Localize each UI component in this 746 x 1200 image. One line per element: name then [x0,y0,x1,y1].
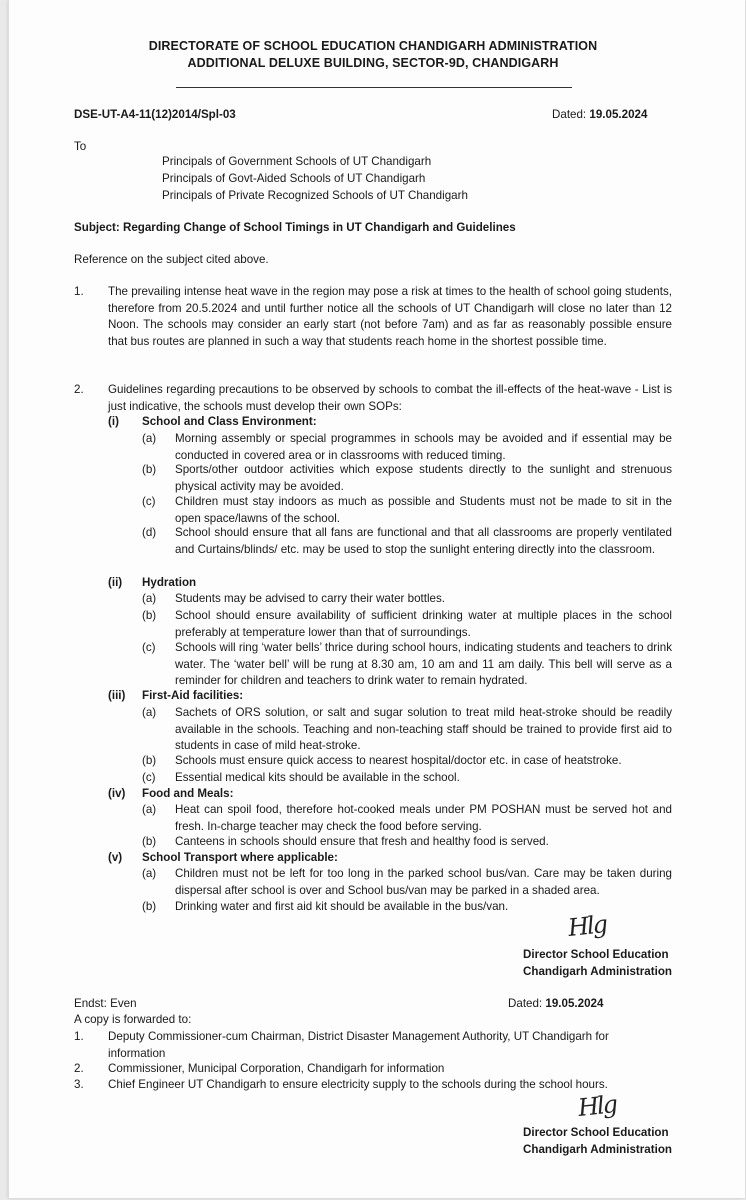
item-label: (d) [142,526,157,539]
item-text: Morning assembly or special programmes in schools may be avoided and if essential may be conducted in covered area or in classrooms with reduced timing. [175,432,672,462]
item-label: (a) [142,706,157,719]
section-iii-number: (iii) [108,689,126,702]
section-v-number: (v) [108,851,123,864]
item-label: (c) [142,641,156,654]
section-i-number: (i) [108,415,119,428]
item-label: (a) [142,803,157,816]
point-1-text: The prevailing intense heat wave in the region may pose a risk at times to the health of school going students, therefore from 20.5.2024 and until further notice all the schools of UT Chandigarh will close no later than 12 Noon. The schools may consider an early start (not before 7am) and as far as reasonably possible ensure that bus routes are planned in such a way that students reach home in the shortest possible time. [108,285,672,348]
endst-date-line [508,996,603,1013]
header-line-1: DIRECTORATE OF SCHOOL EDUCATION CHANDIGARH ADMINISTRATION [148,39,598,53]
item-label: (a) [142,592,157,605]
copy-number: 1. [74,1030,84,1043]
section-iii-title: First-Aid facilities: [142,689,244,702]
dated-label: Dated: [508,997,543,1010]
point-2-number: 2. [74,383,84,396]
endst-line: Endst: Even [74,997,137,1010]
header-rule [176,87,572,88]
item-label: (c) [142,495,156,508]
header-line-2: ADDITIONAL DELUXE BUILDING, SECTOR-9D, CHANDIGARH [187,56,559,70]
section-iv-title: Food and Meals: [142,787,234,800]
section-ii-number: (ii) [108,576,123,589]
item-label: (b) [142,463,157,476]
item-text: Schools must ensure quick access to nearest hospital/doctor etc. in case of heatstroke. [175,754,622,767]
item-text: School should ensure availability of sufficient drinking water at multiple places in the school preferably at temperature lower than that of surroundings. [175,609,672,639]
signature-mark: Hlg [566,910,608,942]
item-label: (c) [142,771,156,784]
reference-line: Reference on the subject cited above. [74,253,269,266]
signatory-title: Director School Education [523,948,669,961]
item-label: (b) [142,900,157,913]
signature-mark: Hlg [576,1090,618,1122]
dated-label: Dated: [552,108,587,121]
signatory-title: Director School Education [523,1126,669,1139]
reference-number: DSE-UT-A4-11(12)2014/Spl-03 [74,108,236,121]
item-text: Students may be advised to carry their water bottles. [175,592,446,605]
copy-number: 2. [74,1062,84,1075]
item-text: Essential medical kits should be available in the school. [175,771,460,784]
letter-date: 19.05.2024 [589,108,648,121]
date-line [552,107,647,124]
copy-intro: A copy is forwarded to: [74,1013,192,1026]
item-text: Schools will ring ‘water bells’ thrice during school hours, indicating students and teachers to drink water. The ‘water bell’ will be rung at 8.30 am, 10 am and 11 am daily. This bell will serve as a reminder for children and teachers to drink water to remain hydrated. [175,641,672,687]
subject-line: Subject: Regarding Change of School Timings in UT Chandigarh and Guidelines [74,221,516,234]
copy-number: 3. [74,1078,84,1091]
copy-text: Chief Engineer UT Chandigarh to ensure electricity supply to the schools during the school hours. [108,1078,608,1091]
endst-date: 19.05.2024 [545,997,604,1010]
item-text: Canteens in schools should ensure that fresh and healthy food is served. [175,835,549,848]
recipient-2: Principals of Govt-Aided Schools of UT Chandigarh [162,172,426,185]
item-label: (a) [142,867,157,880]
point-1-number: 1. [74,285,84,298]
copy-text: Commissioner, Municipal Corporation, Chandigarh for information [108,1062,445,1075]
item-text: School should ensure that all fans are functional and that all classrooms are properly ventilated and Curtains/blinds/ etc. may be used to stop the sunlight entering directly into the classroom. [175,526,672,556]
item-text: Children must stay indoors as much as possible and Students must not be made to sit in the open space/lawns of the school. [175,495,672,525]
item-label: (a) [142,432,157,445]
item-label: (b) [142,609,157,622]
copy-text: Deputy Commissioner-cum Chairman, District Disaster Management Authority, UT Chandigarh for information [108,1030,609,1060]
item-text: Children must not be left for too long in the parked school bus/van. Care may be taken during dispersal after school is over and School bus/van may be parked in a shaded area. [175,867,672,897]
signatory-org: Chandigarh Administration [523,965,673,978]
section-i-title: School and Class Environment: [142,415,317,428]
signatory-org: Chandigarh Administration [523,1143,673,1156]
item-text: Heat can spoil food, therefore hot-cooked meals under PM POSHAN must be served hot and fresh. In-charge teacher may check the food before serving. [175,803,672,833]
item-label: (b) [142,835,157,848]
section-v-title: School Transport where applicable: [142,851,338,864]
recipient-3: Principals of Private Recognized Schools of UT Chandigarh [162,189,468,202]
recipient-1: Principals of Government Schools of UT Chandigarh [162,155,432,168]
item-text: Drinking water and first aid kit should be available in the bus/van. [175,900,509,913]
section-ii-title: Hydration [142,576,197,589]
item-text: Sports/other outdoor activities which expose students directly to the sunlight and strenuous physical activity may be avoided. [175,463,672,493]
point-2-text: Guidelines regarding precautions to be observed by schools to combat the ill-effects of the heat-wave - List is just indicative, the schools must develop their own SOPs: [108,383,672,413]
item-text: Sachets of ORS solution, or salt and sugar solution to treat mild heat-stroke should be readily available in the schools. Teaching and non-teaching staff should be trained to provide first aid to students in case of mild heat-stroke. [175,706,672,752]
item-label: (b) [142,754,157,767]
to-label: To [74,140,87,153]
section-iv-number: (iv) [108,787,126,800]
